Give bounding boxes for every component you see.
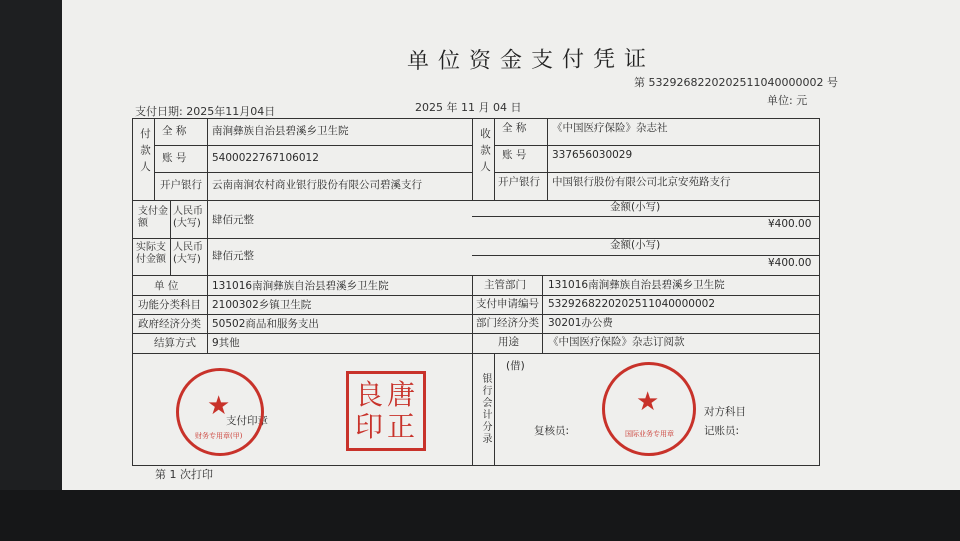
row-line-82	[132, 200, 820, 201]
table-border-left	[132, 118, 133, 466]
unit-value: 元	[796, 94, 808, 107]
photo-bottom-shadow	[0, 490, 960, 541]
payer-finance-seal	[176, 368, 264, 456]
center-divider-top	[472, 118, 473, 200]
pay-amount-rmb-label: 人民币(大写)	[173, 206, 203, 229]
payer-account-label: 账 号	[162, 152, 187, 164]
reviewer-label: 复核员:	[534, 425, 570, 437]
payer-seal-sub: 财务专用章(甲)	[195, 432, 243, 440]
payee-bank-label: 开户银行	[498, 176, 540, 188]
req-row-value: 5329268220202511040000002	[548, 298, 716, 310]
dept-row-value: 131016南涧彝族自治县碧溪乡卫生院	[548, 279, 725, 291]
pay-amount-value: ¥400.00	[768, 218, 812, 230]
payer-name-label: 全 称	[162, 125, 187, 137]
use-row-label: 用途	[498, 336, 519, 348]
payee-label-line	[547, 118, 548, 200]
payer-account: 5400022767106012	[212, 152, 319, 164]
payer-label-line	[207, 118, 208, 200]
info-label-line-right	[542, 275, 543, 353]
func-row-label: 功能分类科目	[138, 299, 201, 311]
func-row-value: 2100302乡镇卫生院	[212, 299, 312, 311]
pay-date: 支付日期: 2025年11月04日	[135, 105, 276, 118]
deptecon-row-label: 部门经济分类	[476, 317, 539, 329]
gov-row-value: 50502商品和服务支出	[212, 318, 319, 330]
payee-name: 《中国医疗保险》杂志社	[552, 122, 668, 134]
payee-side-label: 收款人	[479, 128, 491, 178]
bottom-divider-2	[494, 353, 495, 466]
pay-amount-small-label: 金额(小写)	[610, 201, 661, 213]
voucher-table	[132, 118, 820, 466]
use-row-value: 《中国医疗保险》杂志订阅款	[548, 336, 685, 348]
payee-col-line	[494, 118, 495, 200]
seal-char-1: 良	[355, 378, 384, 411]
actual-amount-rmb-label: 人民币(大写)	[173, 242, 203, 265]
row-line-215	[132, 333, 820, 334]
dept-row-label: 主管部门	[484, 279, 526, 291]
voucher-no-suffix: 号	[826, 76, 838, 89]
payee-account-label: 账 号	[502, 149, 527, 161]
table-border-top	[132, 118, 820, 119]
voucher-no-value: 5329268220202511040000002	[648, 76, 824, 89]
row-line-235	[132, 353, 820, 354]
row-line-157	[132, 275, 820, 276]
table-border-right	[819, 118, 820, 466]
unit-label: 单位:	[767, 94, 793, 107]
amount-mid-line-left	[132, 238, 472, 239]
date-center: 2025 年 11 月 04 日	[415, 101, 522, 114]
unit-indicator	[767, 92, 807, 108]
payer-name: 南涧彝族自治县碧溪乡卫生院	[212, 125, 349, 137]
actual-amount-label: 实际支付金额	[136, 242, 166, 265]
payee-name-label: 全 称	[502, 122, 527, 134]
bank-col-label: 银行会计分录	[480, 373, 491, 445]
actual-amount-small-label: 金额(小写)	[610, 239, 661, 251]
voucher-no-label: 第	[634, 76, 645, 89]
voucher-title: 单位资金支付凭证	[407, 46, 656, 75]
actual-amount-words: 肆佰元整	[212, 250, 254, 262]
payer-row-line1	[154, 145, 472, 146]
payee-row-line2	[494, 172, 820, 173]
voucher-number	[634, 74, 838, 90]
unit-row-value: 131016南涧彝族自治县碧溪乡卫生院	[212, 280, 389, 292]
bottom-divider-1	[472, 353, 473, 466]
payer-row-line2	[154, 172, 472, 173]
payer-col-line	[154, 118, 155, 200]
seal-star-icon: ★	[207, 391, 231, 421]
table-border-bottom	[132, 465, 820, 466]
bank-business-seal	[602, 362, 696, 456]
unit-row-label: 单 位	[154, 280, 179, 292]
payee-row-line1	[494, 145, 820, 146]
row-line-177	[132, 295, 820, 296]
deptecon-row-value: 30201办公费	[548, 317, 613, 329]
method-row-label: 结算方式	[154, 337, 196, 349]
personal-name-seal	[346, 371, 426, 451]
gov-row-label: 政府经济分类	[138, 318, 201, 330]
seal-char-4: 正	[387, 410, 416, 443]
pay-amount-label: 支付金额	[138, 206, 168, 229]
actual-amount-value: ¥400.00	[768, 257, 812, 269]
seal-char-3: 印	[355, 410, 384, 443]
debit-label: (借)	[506, 360, 525, 372]
bank-seal-sub: 国际业务专用章	[625, 430, 674, 438]
print-count: 第 1 次打印	[155, 468, 213, 481]
recorder-label: 记账员:	[704, 425, 740, 437]
bank-seal-star-icon: ★	[636, 387, 660, 417]
payee-bank: 中国银行股份有限公司北京安苑路支行	[552, 176, 731, 188]
method-row-value: 9其他	[212, 337, 240, 349]
payer-side-label: 付款人	[139, 128, 151, 178]
req-row-label: 支付申请编号	[476, 298, 539, 310]
info-label-line-left	[207, 275, 208, 353]
payer-bank: 云南南涧农村商业银行股份有限公司碧溪支行	[212, 179, 422, 191]
payer-seal-label: 支付印章	[226, 415, 268, 427]
payee-account: 337656030029	[552, 149, 633, 161]
seal-char-2: 唐	[387, 378, 416, 411]
counter-label: 对方科目	[704, 406, 746, 418]
row-line-196	[132, 314, 820, 315]
payer-bank-label: 开户银行	[160, 179, 202, 191]
pay-amount-words: 肆佰元整	[212, 214, 254, 226]
